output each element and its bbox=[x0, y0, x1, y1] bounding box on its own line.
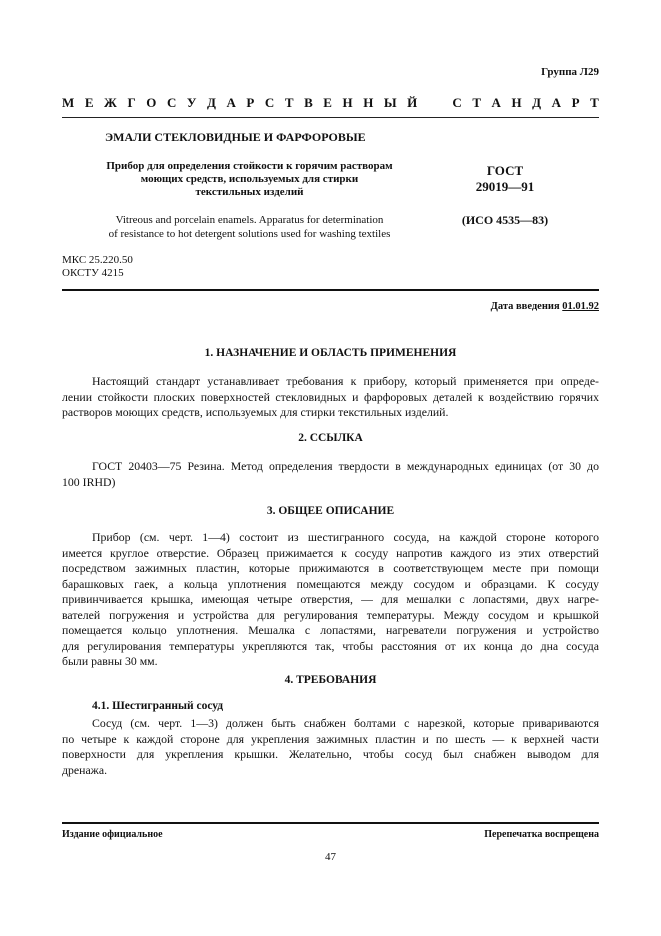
standard-letter bbox=[428, 95, 442, 111]
english-title-line: of resistance to hot detergent solutions used for washing textiles bbox=[108, 228, 391, 240]
text-line: по четыре к каждой стороне для укрепления зажимных пластин и по шесть — к верхней части bbox=[62, 731, 599, 746]
standard-letter: Ы bbox=[383, 95, 397, 110]
text-line: Сосуд (см. черт. 1—3) должен быть снабжен болтами с нарезкой, которые привариваются bbox=[92, 716, 599, 730]
iso-reference: (ИСО 4535—83) bbox=[461, 213, 549, 227]
text-line: ГОСТ 20403—75 Резина. Метод определения твердости в международных единицах (от 30 до bbox=[92, 459, 599, 473]
section-4-body bbox=[62, 716, 599, 778]
footer-rule bbox=[62, 822, 599, 824]
standard-letter: Е bbox=[84, 95, 94, 110]
top-rule bbox=[62, 117, 599, 118]
text-line: Прибор (см. черт. 1—4) состоит из шестигранного сосуда, на каждой стороне которого bbox=[92, 530, 599, 544]
standard-letter: Й bbox=[407, 95, 418, 110]
standard-letter: С bbox=[452, 95, 462, 110]
section-3-body bbox=[62, 530, 599, 670]
standard-letter: М bbox=[62, 95, 75, 110]
document-subtitle bbox=[62, 160, 437, 199]
introduction-date bbox=[491, 301, 599, 312]
text-line: посредством зажимных пластин, которые прижимаются в соответствующем месте при помощи bbox=[62, 561, 599, 575]
gost-code: 29019—91 bbox=[475, 179, 535, 194]
section-2-heading: 2. ССЫЛКА bbox=[298, 432, 363, 444]
standard-letter: Н bbox=[511, 95, 522, 110]
page-number: 47 bbox=[325, 851, 336, 863]
english-title bbox=[62, 213, 437, 241]
standard-letter: Р bbox=[571, 95, 580, 110]
text-line: имеется круглое отверстие. Образец прижимается к сосуду напротив каждого из этих отверстий bbox=[62, 545, 599, 560]
text-line: 100 IRHD) bbox=[62, 474, 116, 489]
standard-letter: С bbox=[166, 95, 177, 110]
mks-code: МКС 25.220.50 bbox=[62, 254, 133, 266]
standard-letter: Н bbox=[363, 95, 374, 110]
text-line: лении стойкости плоских поверхностей стекловидных и фарфоровых деталей к воздействию горячих bbox=[62, 389, 599, 404]
text-line: были равны 30 мм. bbox=[62, 654, 158, 668]
document-title: ЭМАЛИ СТЕКЛОВИДНЫЕ И ФАРФОРОВЫЕ bbox=[105, 130, 366, 144]
section-3-heading: 3. ОБЩЕЕ ОПИСАНИЕ bbox=[266, 505, 395, 517]
text-line: вателей погружения и устройства для регулирования температуры. Между сосудом и крышкой bbox=[62, 607, 599, 622]
section-1-body bbox=[62, 374, 599, 421]
text-line: помещается кольцо уплотнения. Мешалка с лопастями, нагреватели погружения и устройство bbox=[62, 623, 599, 637]
official-edition-note: Издание официальное bbox=[62, 829, 163, 840]
standard-banner bbox=[62, 95, 599, 111]
standard-letter: Е bbox=[323, 95, 332, 110]
section-4-heading: 4. ТРЕБОВАНИЯ bbox=[284, 674, 377, 686]
standard-letter: Д bbox=[532, 95, 542, 110]
text-line: растворов моющих средств, используемых для стирки текстильных изделий. bbox=[62, 405, 449, 419]
subtitle-line: Прибор для определения стойкости к горячим растворам bbox=[106, 160, 393, 172]
subtitle-line: моющих средств, используемых для стирки bbox=[140, 173, 359, 185]
gost-number bbox=[445, 163, 565, 195]
standard-letter: Г bbox=[127, 95, 136, 110]
standard-letter: О bbox=[146, 95, 157, 110]
section-1-heading: 1. НАЗНАЧЕНИЕ И ОБЛАСТЬ ПРИМЕНЕНИЯ bbox=[204, 347, 457, 359]
text-line: для регулирования температуры укрепляются так, чтобы расстояния от их конца до дна сосуда bbox=[62, 638, 599, 653]
standard-letter: Н bbox=[342, 95, 353, 110]
standard-letter: Т bbox=[472, 95, 481, 110]
standard-letter: В bbox=[304, 95, 313, 110]
english-title-line: Vitreous and porcelain enamels. Apparatus for determination bbox=[115, 214, 384, 226]
standard-letter: У bbox=[186, 95, 197, 110]
reprint-prohibited-note: Перепечатка воспрещена bbox=[484, 829, 599, 840]
standard-letter: А bbox=[551, 95, 562, 110]
intro-label: Дата введения bbox=[490, 301, 560, 312]
standard-letter: Д bbox=[206, 95, 216, 110]
section-2-body bbox=[62, 459, 599, 490]
text-line: барашковых гаек, а кольца уплотнения помещаются между сосудом и образцами. К сосуду bbox=[62, 576, 599, 591]
classification-codes bbox=[62, 254, 133, 280]
standard-letter: С bbox=[264, 95, 275, 110]
text-line: поверхности для укрепления крышки. Желательно, чтобы сосуд был снабжен выводом для bbox=[62, 747, 599, 761]
okstu-code: ОКСТУ 4215 bbox=[62, 267, 124, 279]
gost-label: ГОСТ bbox=[486, 163, 524, 178]
header-rule bbox=[62, 289, 599, 291]
subsection-4-1-heading: 4.1. Шестигранный сосуд bbox=[92, 700, 224, 712]
subtitle-line: текстильных изделий bbox=[195, 186, 304, 198]
text-line: привинчивается крышка, имеющая четыре отверстия, — для мешалки с лопастями, двух нагре- bbox=[62, 592, 599, 606]
standard-letter: Ж bbox=[104, 95, 117, 110]
text-line: Настоящий стандарт устанавливает требования к прибору, который применяется при опреде- bbox=[92, 374, 599, 388]
standard-letter: А bbox=[226, 95, 236, 110]
standard-letter: Т bbox=[590, 95, 599, 110]
group-code: Группа Л29 bbox=[541, 66, 599, 78]
standard-letter: А bbox=[491, 95, 501, 110]
standard-letter: Р bbox=[246, 95, 255, 110]
standard-letter: Т bbox=[284, 95, 294, 110]
text-line: дренажа. bbox=[62, 762, 108, 777]
intro-date-value: 01.01.92 bbox=[562, 301, 599, 312]
